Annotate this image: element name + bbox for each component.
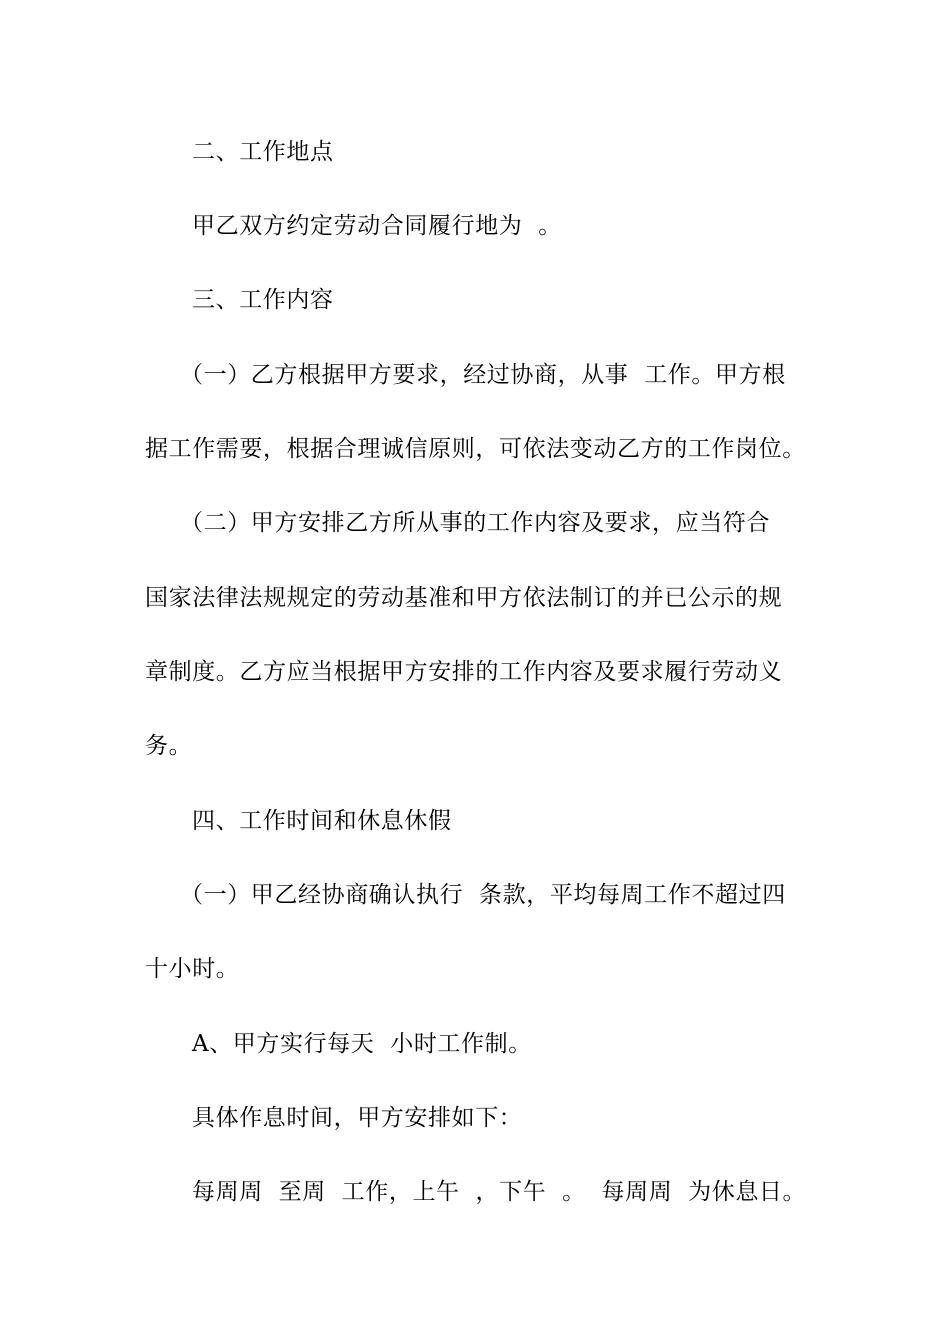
paragraph-line: 每周周 至周 工作，上午 ，下午 。 每周周 为休息日。 xyxy=(192,1179,807,1205)
paragraph-line: 务。 xyxy=(145,733,193,759)
paragraph-line: 十小时。 xyxy=(145,956,240,982)
section-heading-work-content: 三、工作内容 xyxy=(192,287,334,313)
paragraph-line: （一）乙方根据甲方要求，经过协商，从事 工作。甲方根 xyxy=(180,362,786,388)
paragraph-line: （一）甲乙经协商确认执行 条款，平均每周工作不超过四 xyxy=(180,882,786,908)
paragraph-line: 章制度。乙方应当根据甲方安排的工作内容及要求履行劳动义 xyxy=(145,659,783,685)
paragraph-line: 甲乙双方约定劳动合同履行地为 。 xyxy=(192,213,562,239)
paragraph-line: A、甲方实行每天 小时工作制。 xyxy=(192,1031,532,1057)
section-heading-work-location: 二、工作地点 xyxy=(192,139,334,165)
paragraph-line: 国家法律法规规定的劳动基准和甲方依法制订的并已公示的规 xyxy=(145,585,783,611)
paragraph-line: 据工作需要，根据合理诚信原则，可依法变动乙方的工作岗位。 xyxy=(145,436,806,462)
paragraph-line: 具体作息时间，甲方安排如下： xyxy=(192,1105,523,1131)
section-heading-work-hours: 四、工作时间和休息休假 xyxy=(192,808,452,834)
paragraph-line: （二）甲方安排乙方所从事的工作内容及要求，应当符合 xyxy=(180,510,770,536)
